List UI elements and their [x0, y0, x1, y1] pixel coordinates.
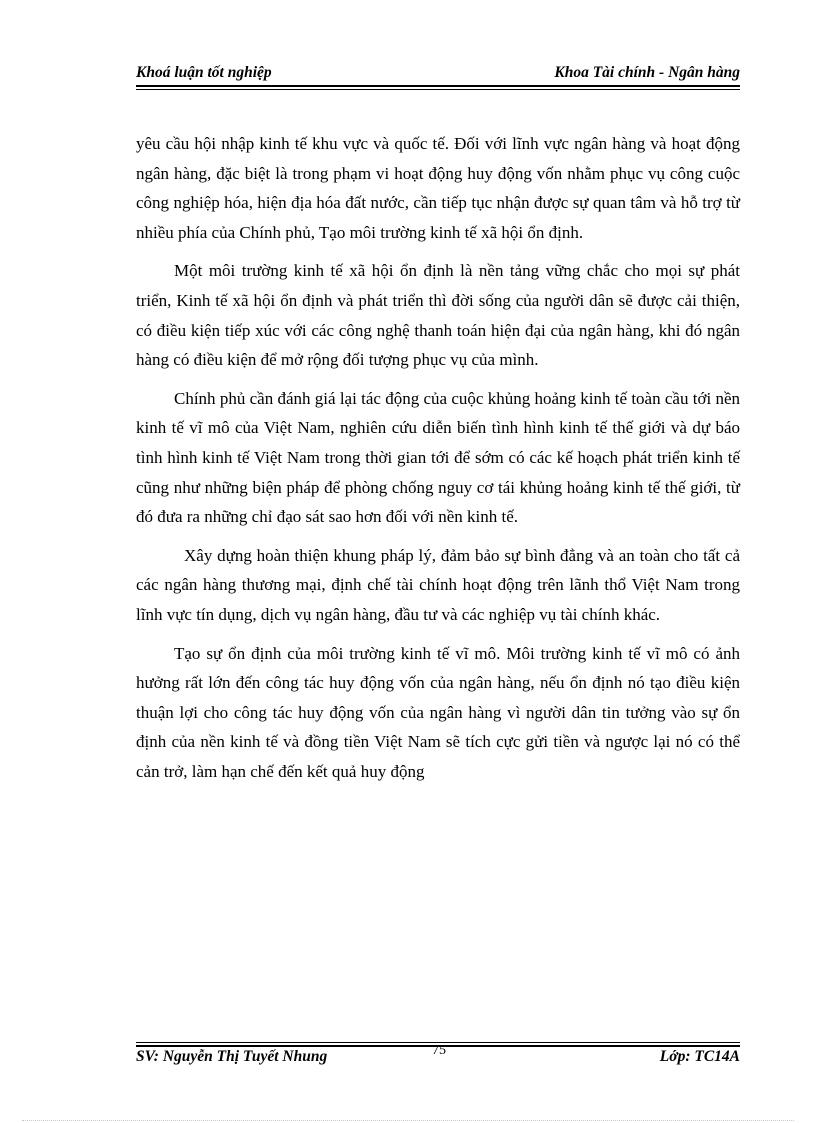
paragraph-macro-stability: Tạo sự ổn định của môi trường kinh tế vĩ mô. Môi trường kinh tế vĩ mô có ảnh hưởng rất lớn đến công tác huy động vốn của ngân hàng, nếu ổn định nó tạo điều kiện thuận lợi cho công tác huy động vốn của ngân hàng vì người dân tin tưởng vào sự ổn định của nền kinh tế và đồng tiền Việt Nam sẽ tích cực gửi tiền và ngược lại nó có thể cản trở, làm hạn chế đến kết quả huy động [136, 643, 740, 781]
page-header [136, 60, 740, 86]
paragraph-stable-environment: Một môi trường kinh tế xã hội ổn định là nền tảng vững chắc cho mọi sự phát triển, Kinh tế xã hội ổn định và phát triển thì đời sống của người dân sẽ được cải thiện, có điều kiện tiếp xúc với các công nghệ thanh toán hiện đại của ngân hàng, khi đó ngân hàng có điều kiện để mở rộng đối tượng phục vụ của mình. [136, 261, 740, 370]
page-number: 75 [432, 1043, 446, 1058]
header-rule-thin [136, 89, 740, 90]
header-rule-thick [136, 85, 740, 87]
paragraph-legal-framework: Xây dựng hoàn thiện khung pháp lý, đảm bảo sự bình đẳng và an toàn cho tất cả các ngân hàng thương mại, định chế tài chính hoạt động trên lãnh thổ Việt Nam trong lĩnh vực tín dụng, dịch vụ ngân hàng, đầu tư và các nghiệp vụ tài chính khác. [136, 545, 740, 624]
header-faculty: Khoa Tài chính - Ngân hàng [554, 64, 740, 81]
paragraph-government-assessment: Chính phủ cần đánh giá lại tác động của cuộc khủng hoảng kinh tế toàn cầu tới nền kinh tế vĩ mô của Việt Nam, nghiên cứu diễn biến tình hình kinh tế thế giới và dự báo tình hình kinh tế Việt Nam trong thời gian tới để sớm có các kế hoạch phát triển kinh tế cũng như những biện pháp để phòng chống nguy cơ tái khủng hoảng kinh tế thế giới, từ đó đưa ra những chỉ đạo sát sao hơn đối với nền kinh tế. [136, 388, 740, 527]
paragraph-continuation: yêu cầu hội nhập kinh tế khu vực và quốc tế. Đối với lĩnh vực ngân hàng và hoạt động ngân hàng, đặc biệt là trong phạm vi hoạt động huy động vốn nhằm phục vụ công cuộc công nghiệp hóa, hiện địa hóa đất nước, cần tiếp tục nhận được sự quan tâm và hỗ trợ từ nhiều phía của Chính phủ, Tạo môi trường kinh tế xã hội ổn định. [136, 134, 740, 242]
body-text [136, 129, 740, 795]
footer-student-name: SV: Nguyễn Thị Tuyết Nhung [136, 1048, 328, 1065]
page-bottom-border [22, 1120, 794, 1121]
header-thesis-title: Khoá luận tốt nghiệp [136, 64, 272, 81]
footer-class: Lớp: TC14A [659, 1048, 740, 1065]
